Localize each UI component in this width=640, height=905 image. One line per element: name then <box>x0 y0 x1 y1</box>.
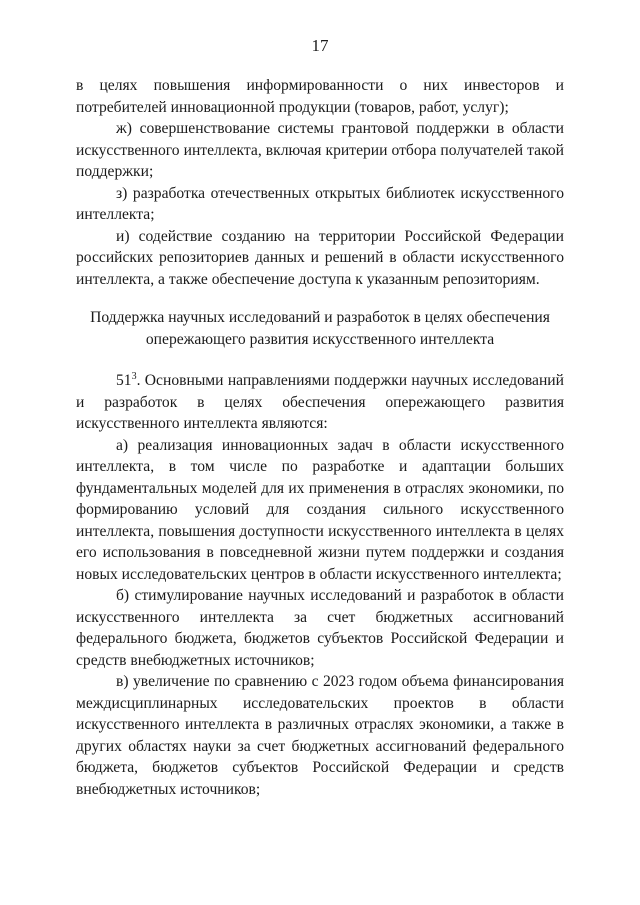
clause-superscript: 3 <box>131 370 137 382</box>
paragraph-item-z: з) разработка отечественных открытых библиотек искусственного интеллекта; <box>76 184 564 223</box>
paragraph-item-zh: ж) совершенствование системы грантовой поддержки в области искусственного интеллекта, включая критерии отбора получателей такой поддержки; <box>76 120 564 180</box>
paragraph-continuation: в целях повышения информированности о них инвесторов и потребителей инновационной продукции (товаров, работ, услуг); <box>76 77 564 116</box>
clause-number: 51 <box>116 372 132 389</box>
section-heading <box>76 307 564 350</box>
section-heading-line-1: Поддержка научных исследований и разработок в целях обеспечения <box>90 309 550 326</box>
paragraph-51-3 <box>76 370 564 435</box>
clause-text: Основными направлениями поддержки научных исследований и разработок в целях обеспечения опережающего развития искусственного интеллекта являются: <box>76 372 564 432</box>
paragraph-item-b: б) стимулирование научных исследований и разработок в области искусственного интеллекта за счет бюджетных ассигнований федерального бюджета, бюджетов субъектов Российской Федерации и средств внебюджетных источников; <box>76 587 564 669</box>
paragraph-item-v: в) увеличение по сравнению с 2023 годом объема финансирования междисциплинарных исследовательских проектов в области искусственного интеллекта в различных отраслях экономики, а также в других областях науки за счет бюджетных ассигнований федерального бюджета, бюджетов субъектов Российской Федерации и средств внебюджетных источников; <box>76 673 564 798</box>
page-number: 17 <box>311 36 329 55</box>
section-heading-line-2: опережающего развития искусственного интеллекта <box>145 330 495 348</box>
clause-number-suffix: . <box>136 372 141 389</box>
paragraph-item-a: а) реализация инновационных задач в области искусственного интеллекта, в том числе по разработке и адаптации больших фундаментальных моделей для их применения в отраслях экономики, по формированию условий для создания сильного искусственного интеллекта, повышения доступности искусственного интеллекта в целях его использования в повседневной жизни путем поддержки и создания новых исследовательских центров в области искусственного интеллекта; <box>76 436 564 583</box>
document-body <box>76 75 564 800</box>
paragraph-item-i: и) содействие созданию на территории Российской Федерации российских репозиториев данных и решений в области искусственного интеллекта, а также обеспечение доступа к указанным репозиториям. <box>76 227 564 288</box>
